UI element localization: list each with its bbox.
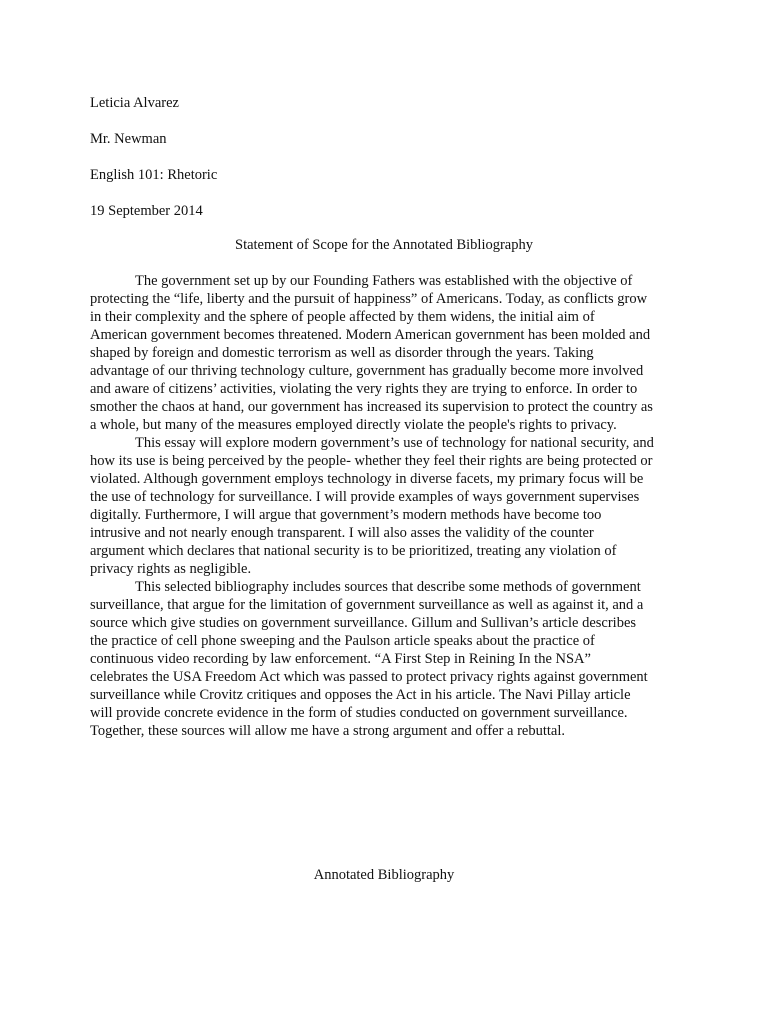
text-line: a whole, but many of the measures employed directly violate the people's rights to privacy. [90,417,617,433]
text-line: celebrates the USA Freedom Act which was passed to protect privacy rights against government [90,669,648,685]
text-line: argument which declares that national security is to be prioritized, treating any violation of [90,543,617,559]
text-line: protecting the “life, liberty and the pursuit of happiness” of Americans. Today, as conflicts grow [90,291,648,307]
text-line: American government becomes threatened. Modern American government has been molded and [90,327,651,343]
text-line: privacy rights as negligible. [90,561,252,577]
text-line: the practice of cell phone sweeping and the Paulson article speaks about the practice of [90,633,595,649]
text-line: surveillance while Crovitz critiques and opposes the Act in his article. The Navi Pillay article [90,687,631,703]
text-line: source which give studies on government surveillance. Gillum and Sullivan’s article describes [90,615,637,631]
text-line: intrusive and not nearly enough transparent. I will also asses the validity of the counter [90,525,594,541]
text-line: Together, these sources will allow me have a strong argument and offer a rebuttal. [90,723,566,739]
text-line: continuous video recording by law enforcement. “A First Step in Reining In the NSA” [90,651,591,667]
text-line: smother the chaos at hand, our government has increased its supervision to protect the country as [90,399,653,415]
text-line: and aware of citizens’ activities, violating the very rights they are trying to enforce. In order to [90,381,638,397]
paragraph [90,434,690,578]
text-line: surveillance, that argue for the limitation of government surveillance as well as against it, and a [90,597,644,613]
text-line: digitally. Furthermore, I will argue that government’s modern methods have become too [90,507,602,523]
author-name: Leticia Alvarez [90,95,179,111]
paragraph [90,578,690,740]
text-line: the use of technology for surveillance. I will provide examples of ways government supervises [90,489,640,505]
instructor-name: Mr. Newman [90,131,167,147]
text-line: advantage of our thriving technology culture, government has gradually become more involved [90,363,644,379]
document-body [90,272,690,740]
paragraph [90,272,690,434]
text-line: The government set up by our Founding Fathers was established with the objective of [135,273,633,289]
text-line: in their complexity and the sphere of people affected by them widens, the initial aim of [90,309,595,325]
text-line: how its use is being perceived by the people- whether they feel their rights are being protected or [90,453,653,469]
course-name: English 101: Rhetoric [90,167,218,183]
document-title: Statement of Scope for the Annotated Bibliography [235,237,533,253]
text-line: This essay will explore modern government’s use of technology for national security, and [135,435,654,451]
annotated-bibliography-heading: Annotated Bibliography [313,867,455,883]
text-line: shaped by foreign and domestic terrorism as well as disorder through the years. Taking [90,345,594,361]
text-line: This selected bibliography includes sources that describe some methods of government [135,579,641,595]
text-line: violated. Although government employs technology in diverse facets, my primary focus will be [90,471,644,487]
document-date: 19 September 2014 [90,203,203,219]
text-line: will provide concrete evidence in the form of studies conducted on government surveillance. [90,705,628,721]
